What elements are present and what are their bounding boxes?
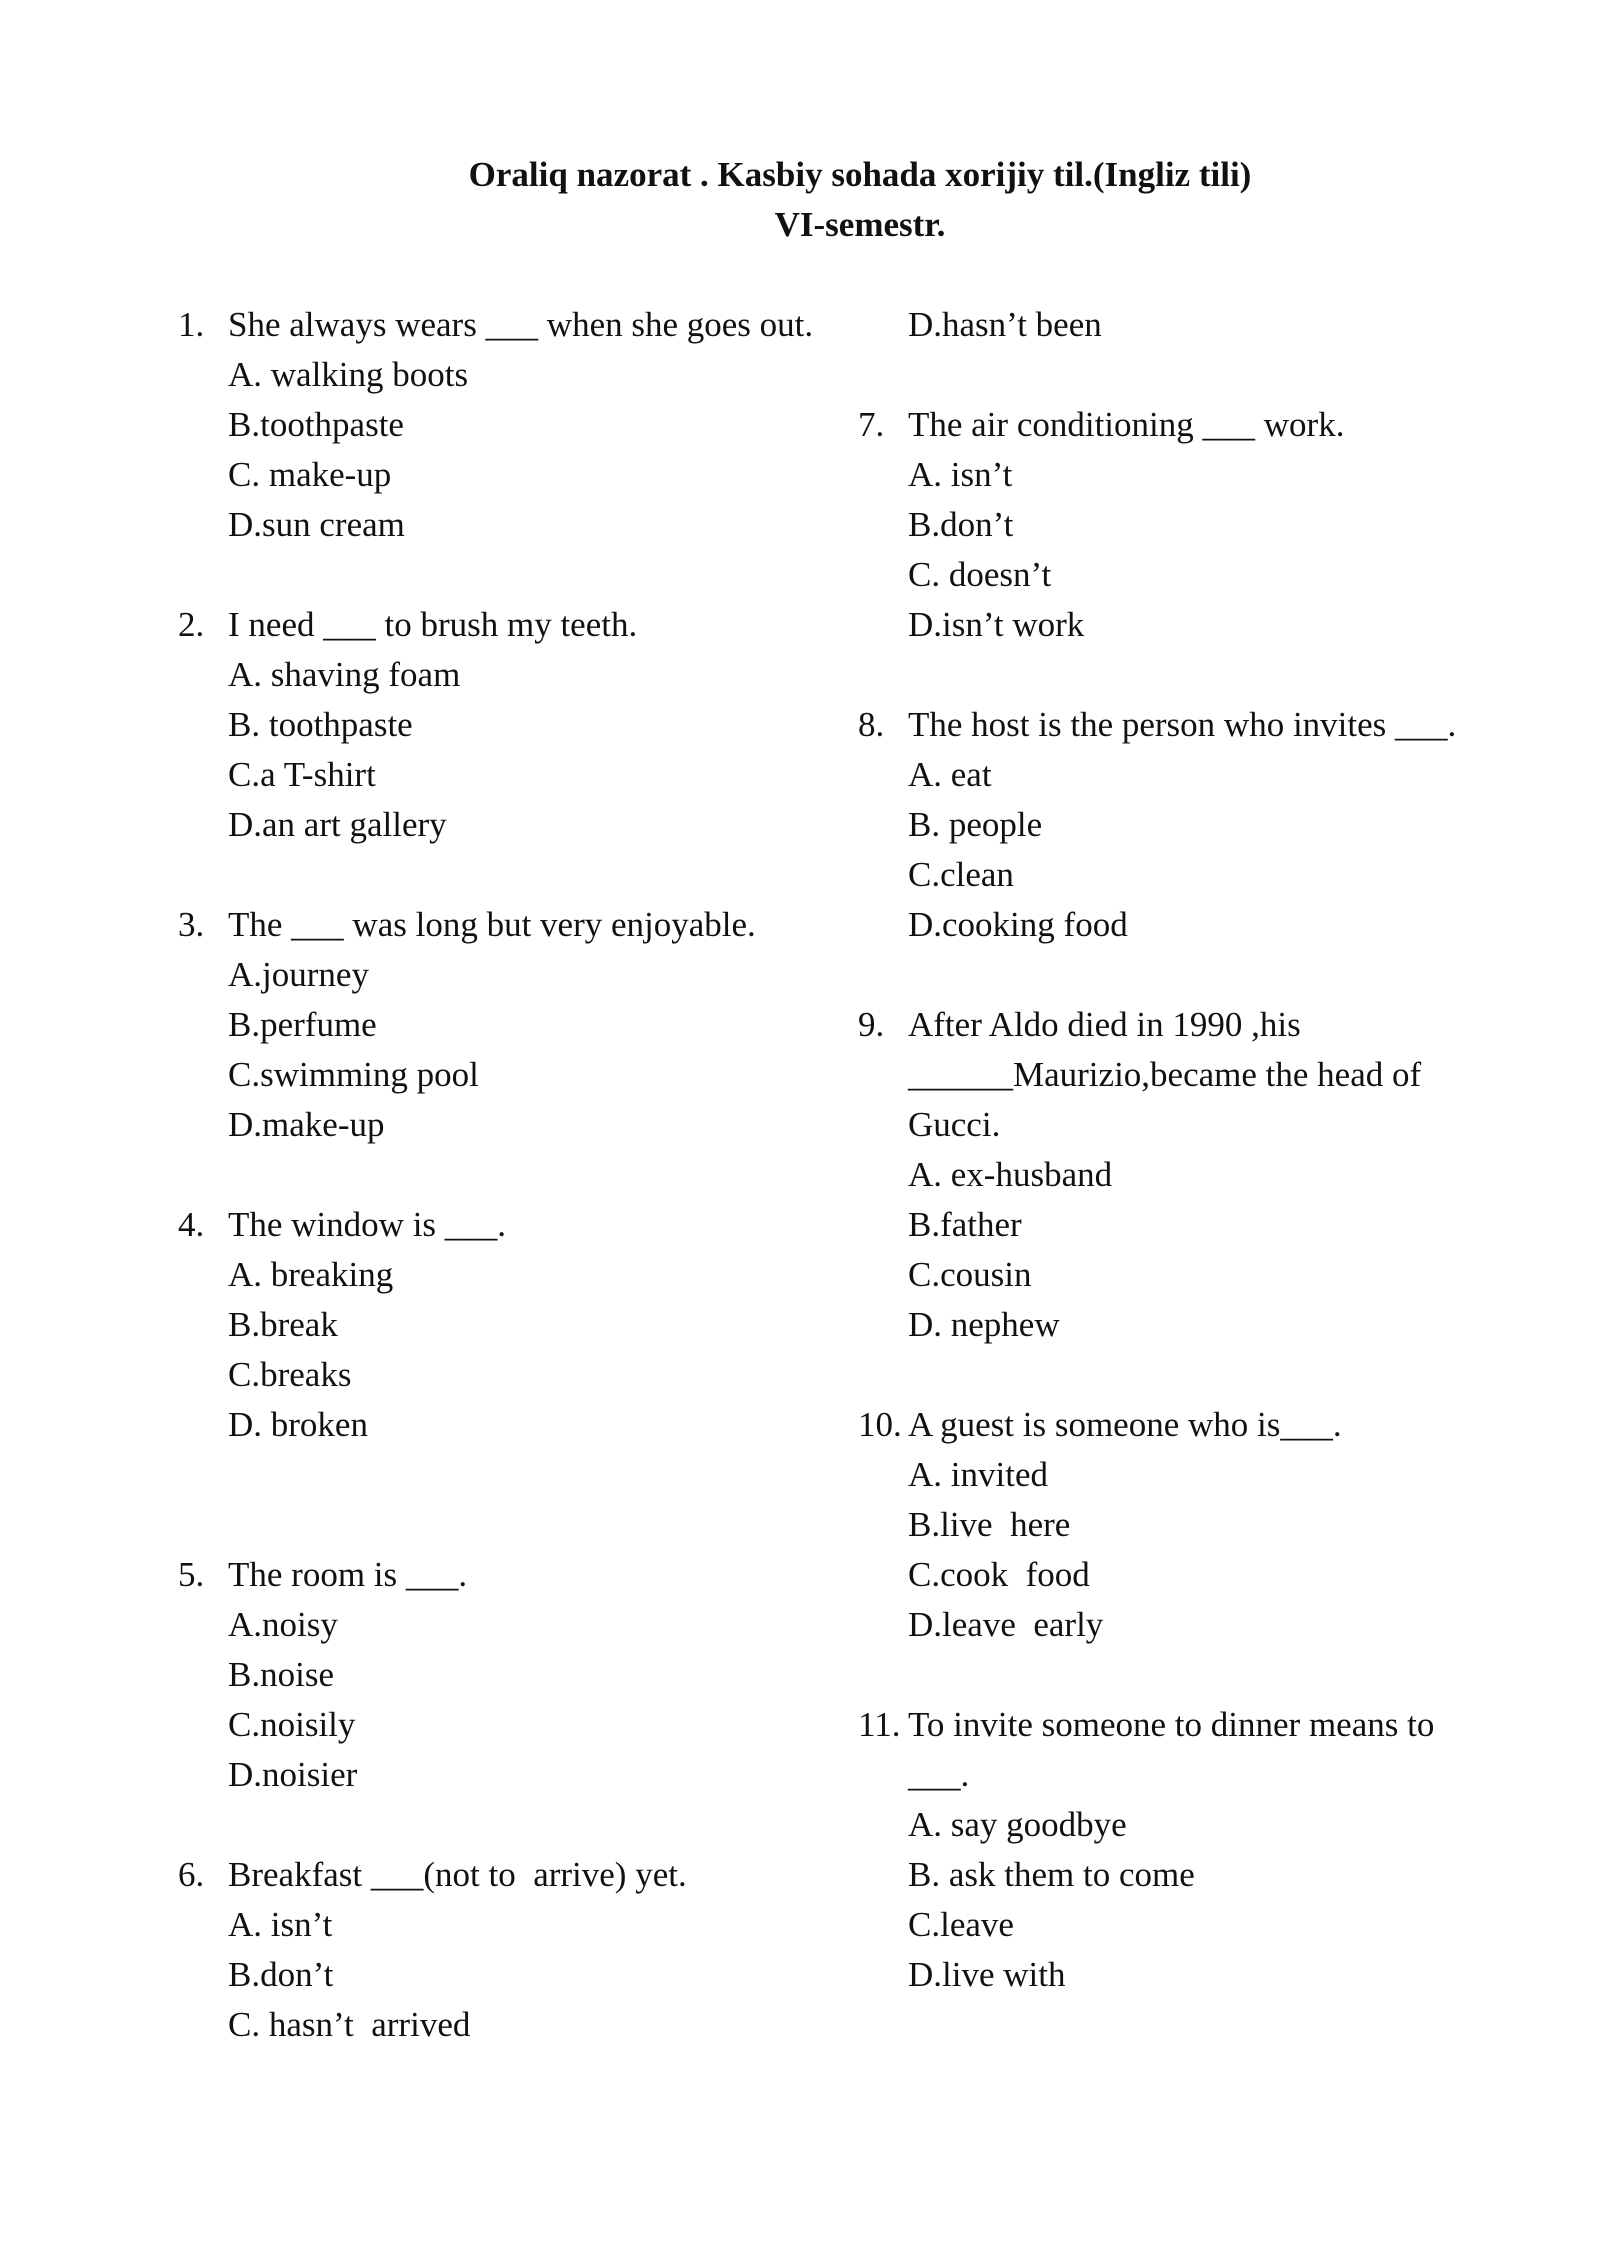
option-a: A. eat xyxy=(908,755,992,794)
question-3 xyxy=(178,900,828,1150)
option-d: D.cooking food xyxy=(908,905,1128,944)
question-number: 4. xyxy=(178,1205,205,1244)
option-d: D.make-up xyxy=(228,1105,385,1144)
option-c: C.breaks xyxy=(228,1355,352,1394)
question-9 xyxy=(858,1000,1498,1350)
option-b: B.live here xyxy=(908,1505,1071,1544)
question-stem: A guest is someone who is___. xyxy=(908,1405,1342,1444)
option-c: C.noisily xyxy=(228,1705,356,1744)
title-line-2: VI-semestr. xyxy=(774,205,946,244)
option-d: D.leave early xyxy=(908,1605,1104,1644)
question-stem: After Aldo died in 1990 ,his ______Maurizio,became the head of Gucci. xyxy=(908,1005,1430,1144)
question-stem: To invite someone to dinner means to ___. xyxy=(908,1705,1444,1794)
document-title xyxy=(0,150,1600,250)
option-c: C. doesn’t xyxy=(908,555,1052,594)
option-b: B.break xyxy=(228,1305,338,1344)
option-c: C. hasn’t arrived xyxy=(228,2005,471,2044)
question-number: 6. xyxy=(178,1855,205,1894)
question-2 xyxy=(178,600,828,850)
left-column xyxy=(178,300,828,2050)
question-stem: The window is ___. xyxy=(228,1205,507,1244)
question-10 xyxy=(858,1400,1498,1650)
option-a: A.noisy xyxy=(228,1605,338,1644)
option-d: D.an art gallery xyxy=(228,805,447,844)
option-b: B.perfume xyxy=(228,1005,377,1044)
right-column xyxy=(858,300,1498,2000)
question-stem: The ___ was long but very enjoyable. xyxy=(228,905,756,944)
option-b: B.father xyxy=(908,1205,1022,1244)
question-stem: Breakfast ___(not to arrive) yet. xyxy=(228,1855,687,1894)
option-d: D.isn’t work xyxy=(908,605,1085,644)
option-b: B. ask them to come xyxy=(908,1855,1195,1894)
option-c: C. make-up xyxy=(228,455,392,494)
question-11 xyxy=(858,1700,1498,2000)
question-number: 11. xyxy=(858,1705,901,1744)
option-b: B.don’t xyxy=(228,1955,334,1994)
question-number: 9. xyxy=(858,1005,885,1044)
option-c: C.cousin xyxy=(908,1255,1032,1294)
option-b: B. people xyxy=(908,805,1043,844)
question-6-continued xyxy=(858,300,1498,350)
option-b: B.noise xyxy=(228,1655,334,1694)
question-number: 5. xyxy=(178,1555,205,1594)
option-d: D.noisier xyxy=(228,1755,358,1794)
question-number: 2. xyxy=(178,605,205,644)
option-b: B.don’t xyxy=(908,505,1014,544)
question-4 xyxy=(178,1200,828,1450)
option-a: A. ex-husband xyxy=(908,1155,1113,1194)
question-1 xyxy=(178,300,828,550)
question-number: 1. xyxy=(178,305,205,344)
option-a: A. shaving foam xyxy=(228,655,461,694)
option-c: C.a T-shirt xyxy=(228,755,376,794)
option-a: A.journey xyxy=(228,955,369,994)
question-7 xyxy=(858,400,1498,650)
option-c: C.leave xyxy=(908,1905,1014,1944)
option-c: C.cook food xyxy=(908,1555,1090,1594)
option-a: A. isn’t xyxy=(228,1905,333,1944)
option-a: A. invited xyxy=(908,1455,1048,1494)
option-d: D.hasn’t been xyxy=(908,305,1102,344)
question-number: 7. xyxy=(858,405,885,444)
question-stem: The air conditioning ___ work. xyxy=(908,405,1345,444)
option-d: D.sun cream xyxy=(228,505,405,544)
question-8 xyxy=(858,700,1498,950)
option-c: C.clean xyxy=(908,855,1014,894)
option-d: D.live with xyxy=(908,1955,1066,1994)
option-a: A. say goodbye xyxy=(908,1805,1127,1844)
option-b: B. toothpaste xyxy=(228,705,413,744)
question-number: 3. xyxy=(178,905,205,944)
option-d: D. broken xyxy=(228,1405,368,1444)
title-line-1: Oraliq nazorat . Kasbiy sohada xorijiy til.(Ingliz tili) xyxy=(468,155,1252,194)
question-stem: The room is ___. xyxy=(228,1555,468,1594)
option-a: A. isn’t xyxy=(908,455,1013,494)
question-6 xyxy=(178,1850,828,2050)
option-a: A. walking boots xyxy=(228,355,469,394)
question-number: 10. xyxy=(858,1405,902,1444)
question-stem: The host is the person who invites ___. xyxy=(908,705,1457,744)
option-c: C.swimming pool xyxy=(228,1055,479,1094)
option-a: A. breaking xyxy=(228,1255,394,1294)
question-5 xyxy=(178,1550,828,1800)
question-stem: I need ___ to brush my teeth. xyxy=(228,605,638,644)
option-b: B.toothpaste xyxy=(228,405,404,444)
question-stem: She always wears ___ when she goes out. xyxy=(228,305,814,344)
option-d: D. nephew xyxy=(908,1305,1060,1344)
question-number: 8. xyxy=(858,705,885,744)
